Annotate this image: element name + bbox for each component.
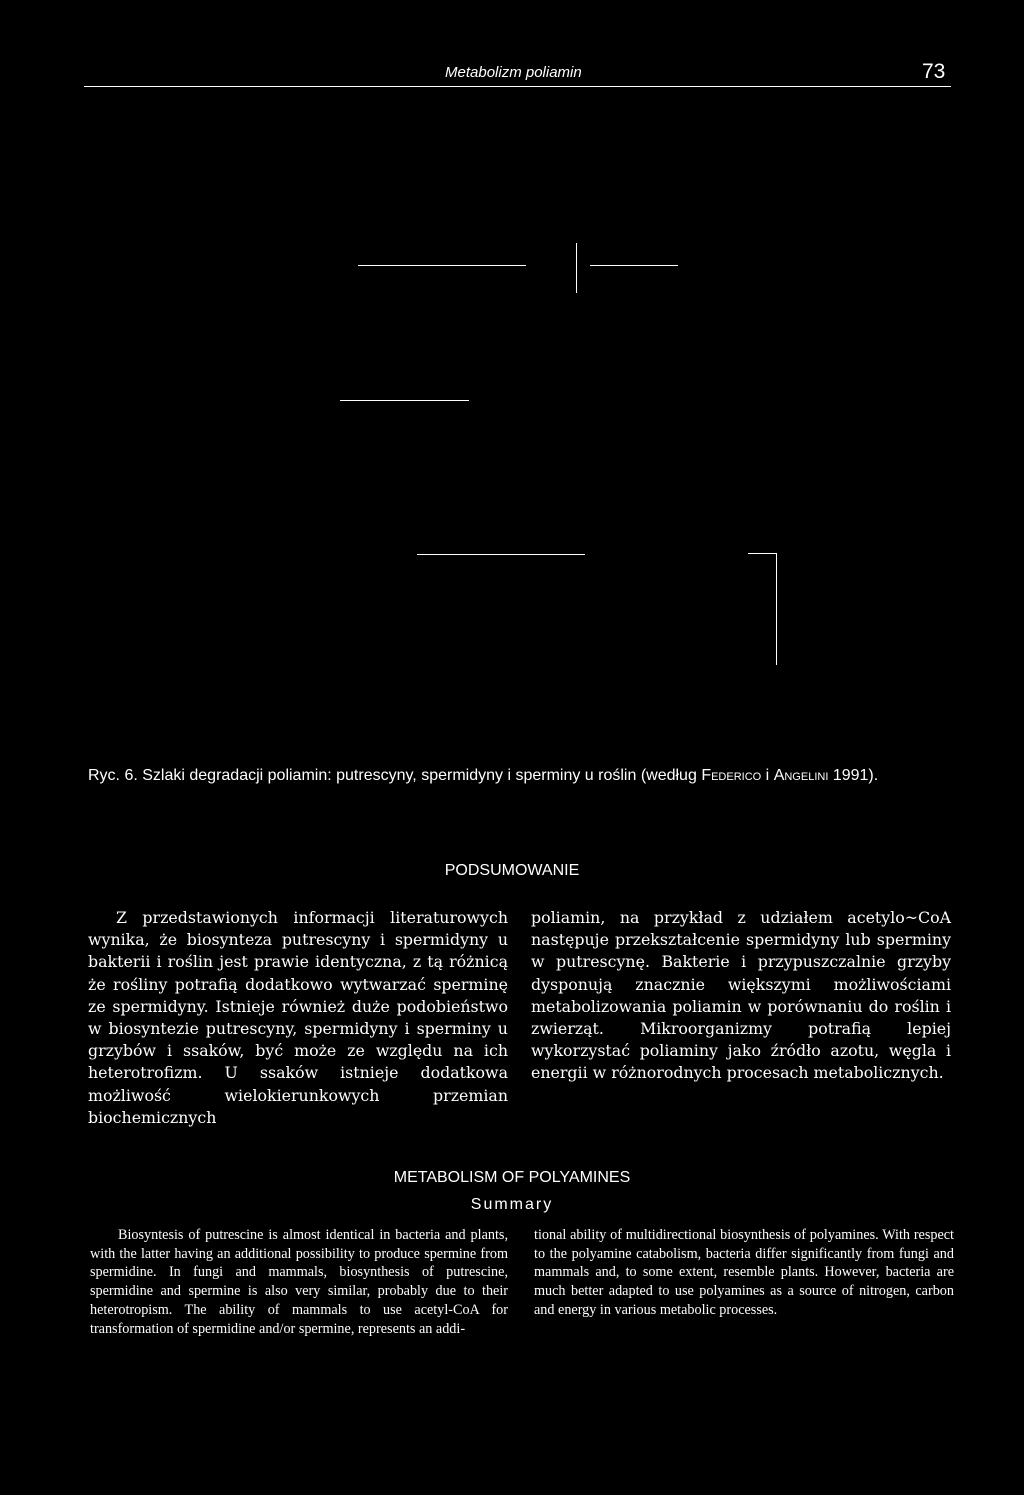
caption-label: Ryc. 6. <box>88 767 138 784</box>
caption-year: 1991). <box>832 767 879 784</box>
summary-pl-left-column: Z przedstawionych informacji literaturowych wynika, że biosynteza putrescyny i spermidyny u bakterii i roślin jest prawie identyczna, z tą różnicą że rośliny potrafią dodatkowo wytwarzać sperminę ze spermidyny. Istnieje również duże podobieństwo w biosyntezie putrescyny, spermidyny i sperminy u grzybów i ssaków, być może ze względu na ich heterotrofizm. U ssaków istnieje dodatkowa możliwość wielokierunkowych przemian biochemicznych <box>88 908 508 1127</box>
figure-caption <box>88 762 958 789</box>
summary-en-right-column: tional ability of multidirectional biosynthesis of polyamines. With respect to the polyamine catabolism, bacteria differ significantly from fungi and mammals and, to some extent, resemble plants. However, bacteria are much better adapted to use polyamines as a source of nitrogen, carbon and energy in various metabolic processes. <box>534 1227 954 1318</box>
figure-line <box>776 553 777 665</box>
summary-pl-right-column: poliamin, na przykład z udziałem acetylo~CoA następuje przekształcenie spermidyny lub sperminy w putrescynę. Bakterie i przypuszczalnie grzyby dysponują znacznie większymi możliwościami metabolizowania poliamin w porównaniu do roślin i zwierząt. Mikroorganizmy potrafią lepiej wykorzystać poliaminy jako źródło azotu, węgla i energii w różnorodnych procesach metabolicznych. <box>531 908 951 1083</box>
summary-en-title: METABOLISM OF POLYAMINES <box>393 1169 631 1186</box>
figure-line <box>358 265 526 266</box>
figure-line <box>417 554 585 555</box>
running-title: Metabolizm poliamin <box>445 64 582 81</box>
caption-author-1: Federico <box>701 767 762 784</box>
figure-line <box>576 243 577 293</box>
caption-author-2: Angelini <box>773 767 829 784</box>
figure-line <box>590 265 678 266</box>
caption-text: Szlaki degradacji poliamin: putrescyny, spermidyny i sperminy u roślin (według <box>142 767 697 784</box>
summary-en-subtitle: Summary <box>470 1196 554 1213</box>
caption-conjunction: i <box>765 767 770 784</box>
summary-en-left-column: Biosyntesis of putrescine is almost identical in bacteria and plants, with the latter having an additional possibility to produce spermine from spermidine. In fungi and mammals, biosynthesis of putrescine, spermidine and spermine is also very similar, probably due to their heterotropism. The ability of mammals to use acetyl-CoA for transformation of spermidine and/or spermine, represents an addi- <box>90 1227 508 1337</box>
summary-pl-heading: PODSUMOWANIE <box>444 862 580 879</box>
figure-line <box>748 553 776 554</box>
header-rule <box>84 86 951 87</box>
figure-line <box>340 400 469 401</box>
page-number: 73 <box>922 60 946 83</box>
